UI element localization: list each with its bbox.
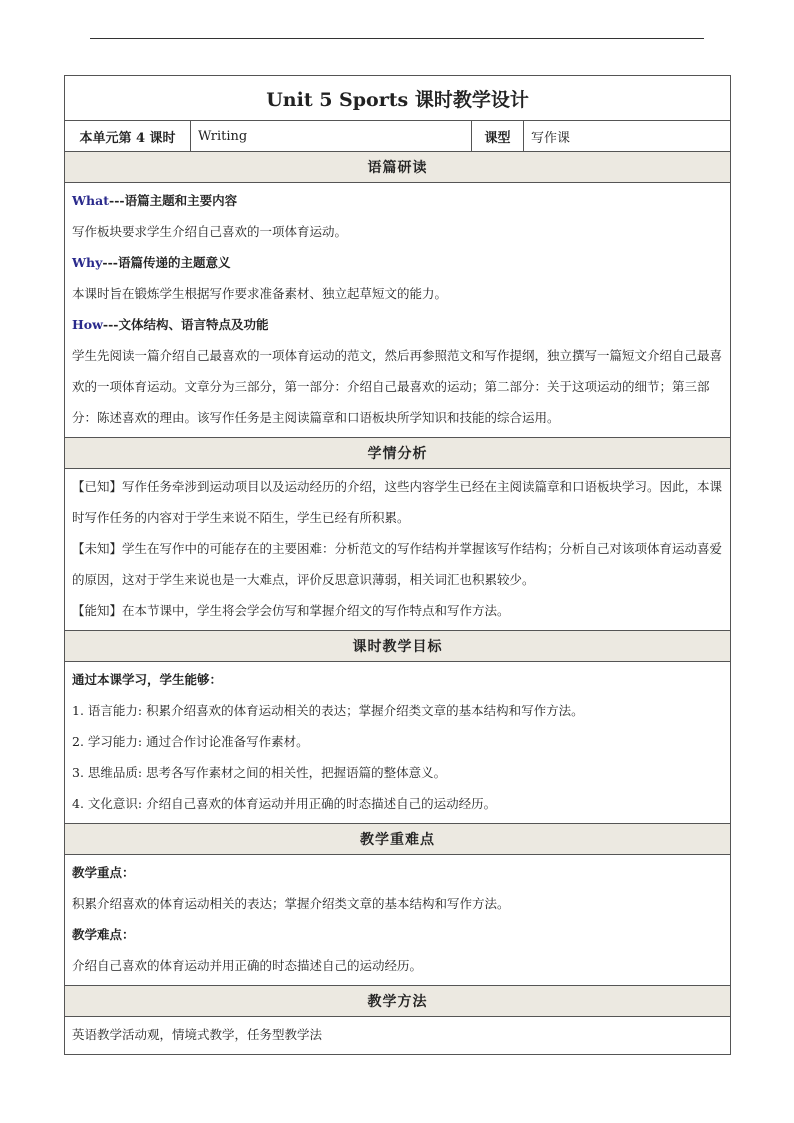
lesson-number-label: 本单元第 4 课时 bbox=[65, 121, 191, 152]
lesson-name: Writing bbox=[191, 121, 472, 152]
focus-label: 教学重点： bbox=[72, 865, 135, 880]
key-points-content bbox=[65, 855, 731, 986]
how-body: 学生先阅读一篇介绍自己最喜欢的一项体育运动的范文，然后再参照范文和写作提纲，独立撰写一篇短文介绍自己最喜欢的一项体育运动。文章分为三部分，第一部分：介绍自己最喜欢的运动；第二部分：关于这项运动的细节；第三部分：陈述喜欢的理由。该写作任务是主阅读篇章和口语板块所学知识和技能的综合运用。 bbox=[72, 348, 723, 425]
unknown-paragraph: 【未知】学生在写作中的可能存在的主要困难：分析范文的写作结构并掌握该写作结构；分析自己对该项体育运动喜爱的原因，这对于学生来说也是一大难点，评价反思意识薄弱，相关词汇也积累较少。 bbox=[72, 541, 723, 587]
focus-body: 积累介绍喜欢的体育运动相关的表达；掌握介绍类文章的基本结构和写作方法。 bbox=[72, 896, 510, 911]
lesson-plan-table bbox=[64, 75, 731, 1055]
how-heading: How---文体结构、语言特点及功能 bbox=[72, 317, 269, 332]
what-body: 写作板块要求学生介绍自己喜欢的一项体育运动。 bbox=[72, 224, 348, 239]
difficulty-label: 教学难点： bbox=[72, 927, 135, 942]
section-heading-learner-analysis: 学情分析 bbox=[65, 438, 731, 469]
section-heading-objectives: 课时教学目标 bbox=[65, 631, 731, 662]
lesson-meta-row bbox=[65, 121, 731, 152]
difficulty-body: 介绍自己喜欢的体育运动并用正确的时态描述自己的运动经历。 bbox=[72, 958, 423, 973]
page-header-rule bbox=[90, 38, 704, 39]
text-study-content bbox=[65, 183, 731, 438]
methods-content bbox=[65, 1017, 731, 1055]
section-heading-methods: 教学方法 bbox=[65, 986, 731, 1017]
known-paragraph: 【已知】写作任务牵涉到运动项目以及运动经历的介绍，这些内容学生已经在主阅读篇章和口语板块学习。因此，本课时写作任务的内容对于学生来说不陌生，学生已经有所积累。 bbox=[72, 479, 723, 525]
objective-item: 4. 文化意识: 介绍自己喜欢的体育运动并用正确的时态描述自己的运动经历。 bbox=[72, 796, 497, 811]
why-body: 本课时旨在锻炼学生根据写作要求准备素材、独立起草短文的能力。 bbox=[72, 286, 448, 301]
what-heading: What---语篇主题和主要内容 bbox=[72, 193, 238, 208]
page-title: Unit 5 Sports 课时教学设计 bbox=[65, 76, 731, 121]
why-heading: Why---语篇传递的主题意义 bbox=[72, 255, 231, 270]
objective-item: 3. 思维品质: 思考各写作素材之间的相关性，把握语篇的整体意义。 bbox=[72, 765, 447, 780]
methods-body: 英语教学活动观，情境式教学，任务型教学法 bbox=[72, 1027, 323, 1042]
section-heading-text-study: 语篇研读 bbox=[65, 152, 731, 183]
lesson-type-label: 课型 bbox=[472, 121, 524, 152]
objective-item: 1. 语言能力: 积累介绍喜欢的体育运动相关的表达；掌握介绍类文章的基本结构和写作方法。 bbox=[72, 703, 584, 718]
lesson-type-value: 写作课 bbox=[524, 121, 731, 152]
section-heading-key-points: 教学重难点 bbox=[65, 824, 731, 855]
able-paragraph: 【能知】在本节课中，学生将会学会仿写和掌握介绍文的写作特点和写作方法。 bbox=[72, 603, 510, 618]
learner-analysis-content bbox=[65, 469, 731, 631]
objectives-intro: 通过本课学习，学生能够： bbox=[72, 672, 223, 687]
objective-item: 2. 学习能力: 通过合作讨论准备写作素材。 bbox=[72, 734, 309, 749]
objectives-content bbox=[65, 662, 731, 824]
